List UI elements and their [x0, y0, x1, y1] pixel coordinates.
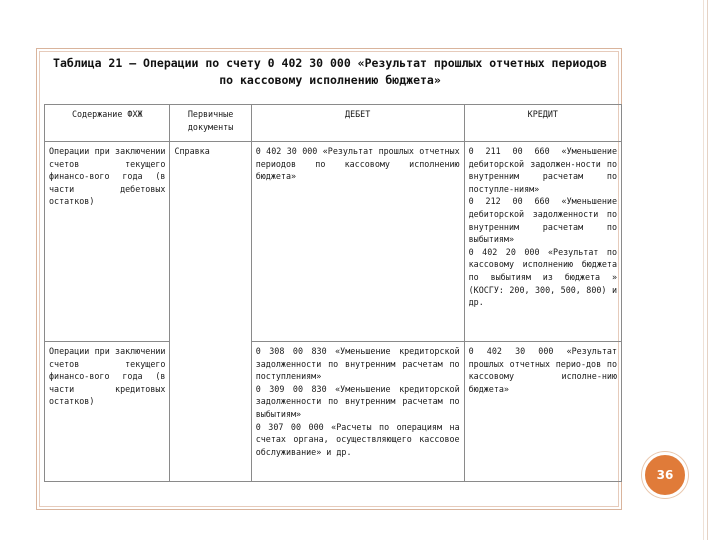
table-row — [45, 342, 622, 482]
credit-entry: 0 211 00 660 «Уменьшение дебиторской задолжен-ности по внутренним расчетам по поступле-ниям» — [468, 146, 617, 194]
table-header-row — [45, 105, 622, 142]
page-number-badge: 36 — [642, 452, 688, 498]
header-content: Содержание ФХЖ — [45, 105, 170, 142]
row-debit — [251, 342, 464, 482]
operations-table — [44, 104, 622, 482]
debit-entry: 0 308 00 830 «Уменьшение кредиторской задолженности по внутренним расчетам по поступлениям» — [255, 346, 460, 382]
credit-entry: 0 402 30 000 «Результат прошлых отчетных перио-дов по кассовому исполне-нию бюджета» — [468, 346, 617, 394]
row-credit — [464, 342, 621, 482]
debit-entry: 0 402 30 000 «Результат прошлых отчетных периодов по кассовому исполнению бюджета» — [255, 146, 460, 182]
slide-edge-line — [707, 0, 708, 540]
credit-entry: 0 402 20 000 «Результат по кассовому исполнению бюджета по выбытиям из бюджета » (КОСГУ: 200, 300, 500, 800) и др. — [468, 246, 617, 308]
row-debit — [251, 142, 464, 342]
header-credit: КРЕДИТ — [464, 105, 621, 142]
row-content: Операции при заключении счетов текущего финансо-вого года (в части дебетовых остатков) — [45, 142, 170, 342]
table-title: Таблица 21 – Операции по счету 0 402 30 000 «Результат прошлых отчетных периодов по кассовому исполнению бюджета» — [53, 56, 607, 87]
slide-edge-line-secondary — [703, 0, 704, 540]
row-credit — [464, 142, 621, 342]
header-documents: Первичные документы — [170, 105, 251, 142]
row-document: Справка — [170, 142, 251, 342]
credit-entry: 0 212 00 660 «Уменьшение дебиторской задолженности по внутренним расчетам по выбытиям» — [468, 196, 617, 245]
debit-entry: 0 309 00 830 «Уменьшение кредиторской задолженности по внутренним расчетам по выбытиям» — [255, 383, 460, 419]
row-document — [170, 342, 251, 482]
row-content: Операции при заключении счетов текущего финансо-вого года (в части кредитовых остатков) — [45, 342, 170, 482]
header-debit: ДЕБЕТ — [251, 105, 464, 142]
table-row — [45, 142, 622, 342]
debit-entry: 0 307 00 000 «Расчеты по операциям на счетах органа, осуществляющего кассовое обслуживание» и др. — [255, 421, 460, 457]
